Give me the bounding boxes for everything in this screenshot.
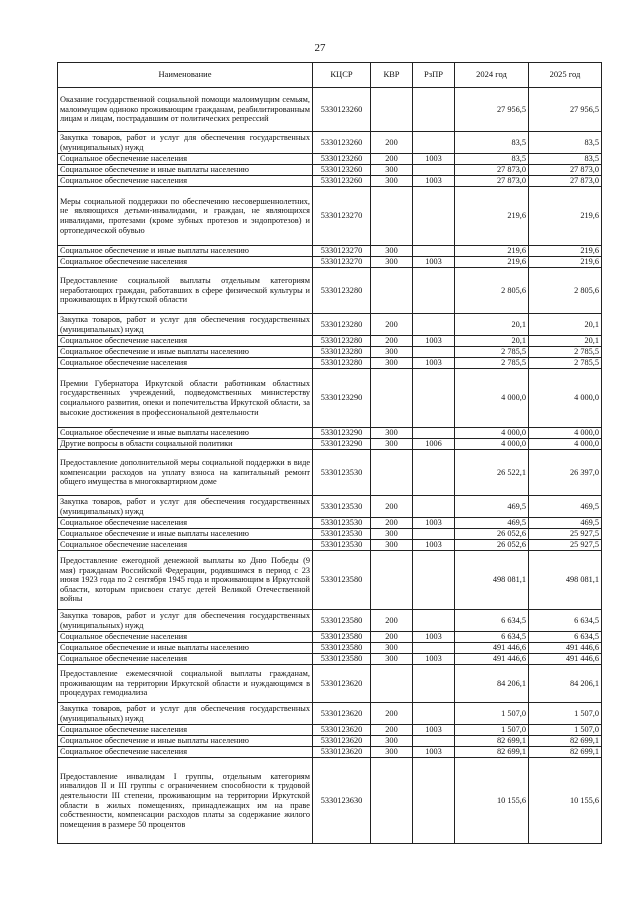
amount-2024-cell: 1 507,0 (455, 725, 529, 736)
table-row (58, 551, 602, 610)
kcsr-cell: 5330123580 (313, 654, 371, 665)
kvr-cell: 200 (371, 496, 413, 518)
kvr-cell (371, 268, 413, 314)
name-cell: Предоставление инвалидам I группы, отдельным категориям инвалидов II и III группы с ограничением способности к трудовой деятельности III степени, проживающим на территории Иркутской области в жилых помещениях, принадлежащих им на праве собственности, компенсации расходов платы за содержание жилого помещения в размере 50 процентов (58, 758, 313, 844)
page-number: 27 (314, 42, 326, 54)
amount-2024-cell: 491 446,6 (455, 643, 529, 654)
amount-2025-cell: 2 785,5 (529, 358, 602, 369)
rzpr-cell (413, 314, 455, 336)
kvr-cell (371, 88, 413, 132)
rzpr-cell: 1006 (413, 439, 455, 450)
kcsr-cell: 5330123260 (313, 176, 371, 187)
kvr-cell (371, 665, 413, 703)
name-cell: Социальное обеспечение населения (58, 725, 313, 736)
kvr-cell: 300 (371, 257, 413, 268)
kcsr-cell: 5330123280 (313, 358, 371, 369)
amount-2024-cell: 26 522,1 (455, 450, 529, 496)
amount-2024-cell: 4 000,0 (455, 428, 529, 439)
kvr-cell: 300 (371, 747, 413, 758)
rzpr-cell (413, 369, 455, 428)
kcsr-cell: 5330123290 (313, 439, 371, 450)
rzpr-cell (413, 246, 455, 257)
kvr-cell: 200 (371, 632, 413, 643)
table-row (58, 632, 602, 643)
amount-2024-cell: 6 634,5 (455, 610, 529, 632)
kcsr-cell: 5330123620 (313, 725, 371, 736)
name-cell: Закупка товаров, работ и услуг для обеспечения государственных (муниципальных) нужд (58, 314, 313, 336)
table-row (58, 518, 602, 529)
amount-2024-cell: 219,6 (455, 257, 529, 268)
amount-2025-cell: 83,5 (529, 132, 602, 154)
rzpr-cell (413, 187, 455, 246)
kvr-cell: 200 (371, 336, 413, 347)
table-row (58, 665, 602, 703)
kcsr-cell: 5330123260 (313, 165, 371, 176)
amount-2025-cell: 82 699,1 (529, 736, 602, 747)
amount-2024-cell: 2 785,5 (455, 347, 529, 358)
table-row (58, 88, 602, 132)
kcsr-cell: 5330123260 (313, 88, 371, 132)
rzpr-cell: 1003 (413, 358, 455, 369)
kvr-cell: 300 (371, 176, 413, 187)
name-cell: Другие вопросы в области социальной политики (58, 439, 313, 450)
kvr-cell: 300 (371, 428, 413, 439)
name-cell: Социальное обеспечение населения (58, 257, 313, 268)
name-cell: Социальное обеспечение населения (58, 176, 313, 187)
kcsr-cell: 5330123620 (313, 703, 371, 725)
kvr-cell (371, 369, 413, 428)
name-cell: Предоставление ежегодной денежной выплаты ко Дню Победы (9 мая) гражданам Российской Федерации, родившимся в период с 23 июня 1923 года по 2 сентября 1945 года и проживающим в Иркутской области, которым присвоен статус детей Великой Отечественной войны (58, 551, 313, 610)
amount-2025-cell: 1 507,0 (529, 725, 602, 736)
amount-2025-cell: 26 397,0 (529, 450, 602, 496)
header-2025: 2025 год (529, 63, 602, 88)
rzpr-cell (413, 665, 455, 703)
table-row (58, 369, 602, 428)
amount-2024-cell: 2 785,5 (455, 358, 529, 369)
header-kcsr: КЦСР (313, 63, 371, 88)
kcsr-cell: 5330123580 (313, 632, 371, 643)
amount-2025-cell: 469,5 (529, 518, 602, 529)
name-cell: Социальное обеспечение и иные выплаты населению (58, 347, 313, 358)
rzpr-cell: 1003 (413, 632, 455, 643)
amount-2025-cell: 219,6 (529, 187, 602, 246)
kcsr-cell: 5330123580 (313, 610, 371, 632)
name-cell: Социальное обеспечение населения (58, 518, 313, 529)
rzpr-cell (413, 703, 455, 725)
amount-2025-cell: 469,5 (529, 496, 602, 518)
name-cell: Предоставление социальной выплаты отдельным категориям неработающих граждан, работавших в сфере физической культуры и проживающих в Иркутской области (58, 268, 313, 314)
table-row (58, 257, 602, 268)
amount-2025-cell: 82 699,1 (529, 747, 602, 758)
rzpr-cell (413, 758, 455, 844)
amount-2024-cell: 2 805,6 (455, 268, 529, 314)
table-row (58, 747, 602, 758)
name-cell: Социальное обеспечение и иные выплаты населению (58, 165, 313, 176)
amount-2024-cell: 219,6 (455, 187, 529, 246)
kcsr-cell: 5330123280 (313, 268, 371, 314)
kcsr-cell: 5330123290 (313, 428, 371, 439)
amount-2024-cell: 10 155,6 (455, 758, 529, 844)
header-kvr: КВР (371, 63, 413, 88)
kcsr-cell: 5330123290 (313, 369, 371, 428)
name-cell: Предоставление ежемесячной социальной выплаты гражданам, проживающим на территории Иркутской области и нуждающимся в процедурах гемодиализа (58, 665, 313, 703)
kvr-cell: 300 (371, 654, 413, 665)
amount-2025-cell: 25 927,5 (529, 540, 602, 551)
amount-2024-cell: 82 699,1 (455, 736, 529, 747)
rzpr-cell (413, 165, 455, 176)
kvr-cell: 200 (371, 703, 413, 725)
amount-2025-cell: 219,6 (529, 246, 602, 257)
amount-2025-cell: 27 956,5 (529, 88, 602, 132)
amount-2024-cell: 84 206,1 (455, 665, 529, 703)
rzpr-cell: 1003 (413, 176, 455, 187)
table-row (58, 450, 602, 496)
kvr-cell (371, 450, 413, 496)
kvr-cell: 300 (371, 439, 413, 450)
kcsr-cell: 5330123580 (313, 643, 371, 654)
table-row (58, 758, 602, 844)
name-cell: Закупка товаров, работ и услуг для обеспечения государственных (муниципальных) нужд (58, 496, 313, 518)
kvr-cell: 200 (371, 132, 413, 154)
table-row (58, 725, 602, 736)
rzpr-cell (413, 610, 455, 632)
rzpr-cell: 1003 (413, 154, 455, 165)
amount-2024-cell: 498 081,1 (455, 551, 529, 610)
kvr-cell: 200 (371, 725, 413, 736)
amount-2025-cell: 4 000,0 (529, 439, 602, 450)
kcsr-cell: 5330123530 (313, 529, 371, 540)
rzpr-cell (413, 132, 455, 154)
header-rzpr: РзПР (413, 63, 455, 88)
table-row (58, 176, 602, 187)
kcsr-cell: 5330123280 (313, 336, 371, 347)
budget-table (57, 62, 602, 844)
table-row (58, 132, 602, 154)
rzpr-cell (413, 450, 455, 496)
rzpr-cell: 1003 (413, 336, 455, 347)
kcsr-cell: 5330123620 (313, 747, 371, 758)
kvr-cell: 200 (371, 314, 413, 336)
amount-2024-cell: 27 873,0 (455, 176, 529, 187)
name-cell: Социальное обеспечение и иные выплаты населению (58, 529, 313, 540)
kcsr-cell: 5330123270 (313, 246, 371, 257)
amount-2025-cell: 84 206,1 (529, 665, 602, 703)
amount-2025-cell: 83,5 (529, 154, 602, 165)
amount-2025-cell: 27 873,0 (529, 176, 602, 187)
amount-2025-cell: 20,1 (529, 336, 602, 347)
name-cell: Социальное обеспечение и иные выплаты населению (58, 736, 313, 747)
name-cell: Социальное обеспечение и иные выплаты населению (58, 428, 313, 439)
amount-2024-cell: 83,5 (455, 132, 529, 154)
kcsr-cell: 5330123620 (313, 736, 371, 747)
amount-2025-cell: 498 081,1 (529, 551, 602, 610)
kvr-cell: 300 (371, 529, 413, 540)
kcsr-cell: 5330123530 (313, 518, 371, 529)
amount-2025-cell: 4 000,0 (529, 369, 602, 428)
rzpr-cell (413, 551, 455, 610)
name-cell: Закупка товаров, работ и услуг для обеспечения государственных (муниципальных) нужд (58, 703, 313, 725)
amount-2025-cell: 25 927,5 (529, 529, 602, 540)
rzpr-cell (413, 643, 455, 654)
amount-2024-cell: 26 052,6 (455, 529, 529, 540)
rzpr-cell (413, 88, 455, 132)
kvr-cell: 300 (371, 347, 413, 358)
rzpr-cell: 1003 (413, 654, 455, 665)
rzpr-cell (413, 268, 455, 314)
amount-2024-cell: 6 634,5 (455, 632, 529, 643)
kcsr-cell: 5330123530 (313, 450, 371, 496)
amount-2024-cell: 83,5 (455, 154, 529, 165)
amount-2024-cell: 1 507,0 (455, 703, 529, 725)
amount-2025-cell: 491 446,6 (529, 654, 602, 665)
table-row (58, 529, 602, 540)
rzpr-cell (413, 496, 455, 518)
table-row (58, 187, 602, 246)
kcsr-cell: 5330123280 (313, 314, 371, 336)
rzpr-cell: 1003 (413, 725, 455, 736)
kcsr-cell: 5330123630 (313, 758, 371, 844)
kcsr-cell: 5330123580 (313, 551, 371, 610)
amount-2024-cell: 20,1 (455, 336, 529, 347)
table-row (58, 358, 602, 369)
kcsr-cell: 5330123530 (313, 496, 371, 518)
table-body (58, 88, 602, 844)
amount-2025-cell: 491 446,6 (529, 643, 602, 654)
kcsr-cell: 5330123620 (313, 665, 371, 703)
table-row (58, 154, 602, 165)
kcsr-cell: 5330123270 (313, 257, 371, 268)
table-row (58, 654, 602, 665)
table-row (58, 439, 602, 450)
amount-2024-cell: 27 873,0 (455, 165, 529, 176)
name-cell: Оказание государственной социальной помощи малоимущим семьям, малоимущим одиноко проживающим гражданам, реабилитированным лицам и лицам, пострадавшим от политических репрессий (58, 88, 313, 132)
rzpr-cell: 1003 (413, 257, 455, 268)
table-row (58, 268, 602, 314)
amount-2025-cell: 2 785,5 (529, 347, 602, 358)
table-row (58, 610, 602, 632)
name-cell: Закупка товаров, работ и услуг для обеспечения государственных (муниципальных) нужд (58, 610, 313, 632)
kvr-cell (371, 187, 413, 246)
amount-2025-cell: 20,1 (529, 314, 602, 336)
name-cell: Социальное обеспечение населения (58, 654, 313, 665)
kvr-cell: 300 (371, 358, 413, 369)
kvr-cell (371, 551, 413, 610)
kcsr-cell: 5330123260 (313, 154, 371, 165)
kcsr-cell: 5330123280 (313, 347, 371, 358)
kcsr-cell: 5330123530 (313, 540, 371, 551)
table-row (58, 703, 602, 725)
amount-2025-cell: 10 155,6 (529, 758, 602, 844)
header-name: Наименование (58, 63, 313, 88)
name-cell: Социальное обеспечение населения (58, 336, 313, 347)
amount-2024-cell: 26 052,6 (455, 540, 529, 551)
kvr-cell: 200 (371, 154, 413, 165)
amount-2025-cell: 1 507,0 (529, 703, 602, 725)
amount-2024-cell: 4 000,0 (455, 439, 529, 450)
rzpr-cell (413, 529, 455, 540)
rzpr-cell: 1003 (413, 540, 455, 551)
table-row (58, 643, 602, 654)
table-row (58, 347, 602, 358)
name-cell: Социальное обеспечение и иные выплаты населению (58, 643, 313, 654)
kvr-cell: 300 (371, 736, 413, 747)
table-row (58, 246, 602, 257)
rzpr-cell (413, 736, 455, 747)
kvr-cell: 300 (371, 246, 413, 257)
name-cell: Социальное обеспечение населения (58, 358, 313, 369)
amount-2025-cell: 219,6 (529, 257, 602, 268)
amount-2025-cell: 6 634,5 (529, 632, 602, 643)
table-row (58, 336, 602, 347)
name-cell: Социальное обеспечение населения (58, 747, 313, 758)
amount-2024-cell: 82 699,1 (455, 747, 529, 758)
name-cell: Социальное обеспечение населения (58, 154, 313, 165)
rzpr-cell: 1003 (413, 518, 455, 529)
amount-2024-cell: 491 446,6 (455, 654, 529, 665)
name-cell: Премии Губернатора Иркутской области работникам областных государственных учреждений, подведомственных министерству социального развития, опеки и попечительства Иркутской области, за высокие достижения в профессиональной деятельности (58, 369, 313, 428)
table-row (58, 428, 602, 439)
table-row (58, 736, 602, 747)
amount-2025-cell: 4 000,0 (529, 428, 602, 439)
name-cell: Социальное обеспечение населения (58, 540, 313, 551)
kvr-cell (371, 758, 413, 844)
kvr-cell: 300 (371, 165, 413, 176)
name-cell: Социальное обеспечение населения (58, 632, 313, 643)
kvr-cell: 200 (371, 610, 413, 632)
table-row (58, 540, 602, 551)
rzpr-cell (413, 347, 455, 358)
table-row (58, 165, 602, 176)
rzpr-cell: 1003 (413, 747, 455, 758)
kvr-cell: 300 (371, 643, 413, 654)
name-cell: Социальное обеспечение и иные выплаты населению (58, 246, 313, 257)
kvr-cell: 300 (371, 540, 413, 551)
name-cell: Предоставление дополнительной меры социальной поддержки в виде компенсации расходов на уплату взноса на капитальный ремонт общего имущества в многоквартирном доме (58, 450, 313, 496)
amount-2025-cell: 2 805,6 (529, 268, 602, 314)
kcsr-cell: 5330123260 (313, 132, 371, 154)
amount-2024-cell: 469,5 (455, 496, 529, 518)
kcsr-cell: 5330123270 (313, 187, 371, 246)
amount-2024-cell: 469,5 (455, 518, 529, 529)
table-row (58, 496, 602, 518)
kvr-cell: 200 (371, 518, 413, 529)
name-cell: Закупка товаров, работ и услуг для обеспечения государственных (муниципальных) нужд (58, 132, 313, 154)
amount-2024-cell: 219,6 (455, 246, 529, 257)
rzpr-cell (413, 428, 455, 439)
name-cell: Меры социальной поддержки по обеспечению несовершеннолетних, не являющихся детьми-инвалидами, и граждан, не являющихся инвалидами, протезами (кроме зубных протезов и эндопротезов) и ортопедической обувью (58, 187, 313, 246)
table-row (58, 314, 602, 336)
amount-2025-cell: 27 873,0 (529, 165, 602, 176)
amount-2024-cell: 27 956,5 (455, 88, 529, 132)
header-2024: 2024 год (455, 63, 529, 88)
table-header-row (58, 63, 602, 88)
amount-2024-cell: 20,1 (455, 314, 529, 336)
amount-2024-cell: 4 000,0 (455, 369, 529, 428)
amount-2025-cell: 6 634,5 (529, 610, 602, 632)
